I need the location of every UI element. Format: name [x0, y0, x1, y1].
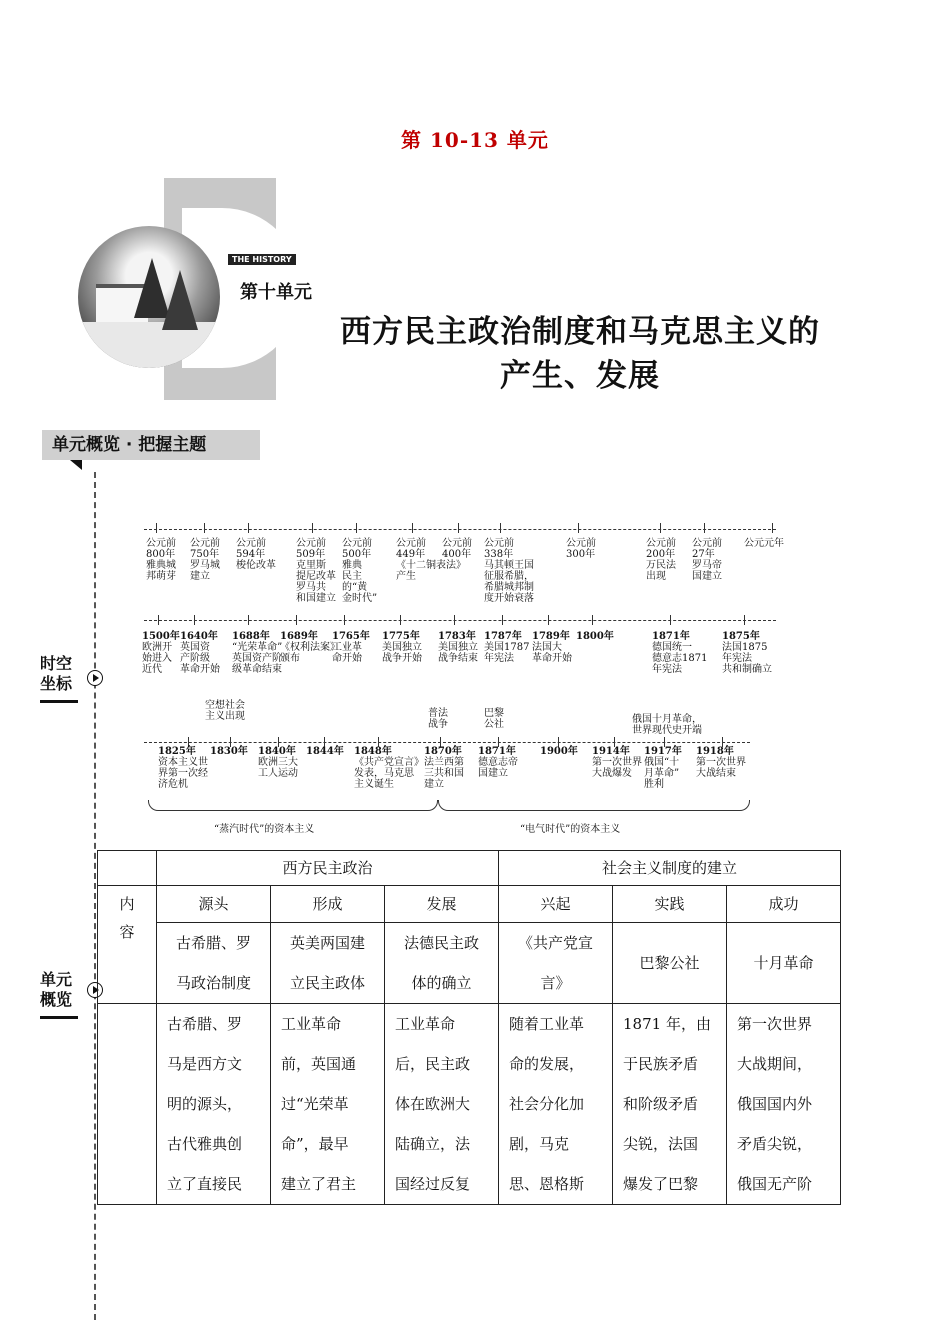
group-header-socialism: 社会主义制度的建立 [499, 851, 841, 886]
timeline-text-line: 公元前 [484, 538, 514, 549]
row-label-line: 内 [119, 895, 135, 913]
cell-line: 于民族矛盾 [623, 1055, 699, 1073]
row-label-content [98, 886, 157, 1004]
timeline-text-line: 金时代” [342, 593, 378, 604]
timeline-text-line: 公元前 [146, 538, 176, 549]
timeline-text-line: 月革命” [644, 768, 680, 779]
timeline-event [532, 631, 572, 664]
timeline-text-line: 1918年 [696, 746, 734, 757]
cell-line: 矛盾尖锐， [737, 1135, 813, 1153]
cell-line: 古希腊、罗 [167, 1015, 243, 1033]
side-label-line: 坐标 [40, 674, 73, 693]
timeline-upper-label [484, 708, 504, 730]
timeline-tick [248, 523, 249, 533]
summary-cell [499, 923, 613, 1004]
cell-line: 前，英国通 [281, 1055, 357, 1073]
timeline-text-line: 欧洲三大 [258, 757, 298, 768]
timeline-event [478, 746, 518, 779]
timeline-text-line: 三共和国 [424, 768, 464, 779]
era-label: “电气时代”的资本主义 [520, 824, 621, 835]
timeline-text-line: 希腊城邦制 [484, 582, 534, 593]
column-header: 发展 [385, 886, 499, 923]
cell-line: 俄国无产阶 [737, 1175, 813, 1193]
timeline-text-line: 世界现代史开端 [632, 725, 702, 736]
cell-line: 后，民主政 [395, 1055, 471, 1073]
cell-line: 命”，最早 [281, 1135, 349, 1153]
timeline-text-line: 英国资产阶 [232, 653, 282, 664]
detail-cell [499, 1004, 613, 1205]
history-tag: THE HISTORY [228, 254, 296, 265]
timeline-text-line: 美国独立 [438, 642, 478, 653]
timeline-event [424, 746, 464, 790]
timeline-text-line: 1640年 [180, 631, 218, 642]
side-label-underline [40, 1016, 78, 1019]
era-brace [148, 800, 438, 811]
timeline-text-line: 资本主义世 [158, 757, 208, 768]
timeline-text-line: 欧洲开 [142, 642, 172, 653]
timeline-text-line: 建立 [190, 571, 210, 582]
timeline-text-line: 美国独立 [382, 642, 422, 653]
timeline-text-line: 共和制确立 [722, 664, 772, 675]
timeline-text-line: 1783年 [438, 631, 476, 642]
timeline-tick [578, 523, 579, 533]
cell-line: 体的确立 [411, 974, 472, 992]
timeline-text-line: 500年 [342, 549, 372, 560]
cell-line: 巴黎公社 [639, 954, 700, 972]
cell-line: 过“光荣革 [281, 1095, 349, 1113]
cell-line: 第一次世界 [737, 1015, 813, 1033]
timeline-text-line: 的“黄 [342, 582, 368, 593]
timeline-event [540, 746, 578, 757]
timeline-text-line: 年宪法 [652, 664, 682, 675]
timeline-tick [412, 523, 413, 533]
cell-line: 《共产党宣 [517, 934, 593, 952]
timeline-text-line: 法兰西第 [424, 757, 464, 768]
timeline-text-line: 449年 [396, 549, 426, 560]
timeline-text-line: 马其顿王国 [484, 560, 534, 571]
timeline-text-line: 公社 [484, 719, 504, 730]
timeline-text-line: 德意志帝 [478, 757, 518, 768]
timeline-text-line: 338年 [484, 549, 514, 560]
timeline-text-line: 750年 [190, 549, 220, 560]
timeline-tick [296, 615, 297, 625]
table-row [98, 851, 841, 886]
timeline-event [576, 631, 614, 642]
group-header-western: 西方民主政治 [157, 851, 499, 886]
timeline-event [142, 631, 180, 675]
side-label-line: 时空 [40, 654, 73, 673]
timeline-text-line: 美国1787 [484, 642, 530, 653]
timeline-text-line: 公元前 [692, 538, 722, 549]
timeline-event [442, 538, 472, 560]
cell-line: 马是西方文 [167, 1055, 243, 1073]
timeline-event [190, 538, 220, 582]
timeline-event [232, 631, 282, 675]
timeline-event [180, 631, 220, 675]
timeline-text-line: 1870年 [424, 746, 462, 757]
unit-label: 第十单元 [240, 282, 312, 303]
timeline-text-line: 1800年 [576, 631, 614, 642]
timeline-text-line: 1789年 [532, 631, 570, 642]
timeline-text-line: 俄国十月革命， [632, 714, 702, 725]
timeline-text-line: 颁布 [280, 653, 300, 664]
timeline-event [566, 538, 596, 560]
timeline-tick [344, 615, 345, 625]
timeline-text-line: 征服希腊， [484, 571, 534, 582]
timeline-text-line: 近代 [142, 664, 162, 675]
cell-line: 爆发了巴黎 [623, 1175, 699, 1193]
timeline-text-line: 1830年 [210, 746, 248, 757]
timeline-text-line: 国建立 [692, 571, 722, 582]
timeline-text-line: 27年 [692, 549, 715, 560]
timeline-tick [592, 615, 593, 625]
timeline-text-line: 594年 [236, 549, 266, 560]
timeline-event [438, 631, 478, 664]
timeline-text-line: 雅典城 [146, 560, 176, 571]
timeline-event [692, 538, 722, 582]
timeline-event [210, 746, 248, 757]
timeline-text-line: 革命开始 [532, 653, 572, 664]
detail-cell [271, 1004, 385, 1205]
column-header: 形成 [271, 886, 385, 923]
timeline-text-line: 度开始衰落 [484, 593, 534, 604]
timeline-text-line: 800年 [146, 549, 176, 560]
timeline-text-line: 罗马城 [190, 560, 220, 571]
timeline-text-line: 济危机 [158, 779, 188, 790]
timeline-upper-label [205, 700, 245, 722]
era-label: “蒸汽时代”的资本主义 [214, 824, 315, 835]
timeline-text-line: 战争结束 [438, 653, 478, 664]
timeline-text-line: 罗马共 [296, 582, 326, 593]
timeline-tick [502, 615, 503, 625]
timeline-tick [194, 615, 195, 625]
cell-line: 法德民主政 [403, 934, 479, 952]
timeline-text-line: 提尼改革 [296, 571, 336, 582]
cell-line: 马政治制度 [175, 974, 251, 992]
timeline-text-line: 1875年 [722, 631, 760, 642]
timeline-text-line: 普法 [428, 708, 448, 719]
cell-line: 随着工业革 [509, 1015, 585, 1033]
cell-line: 英美两国建 [289, 934, 365, 952]
cell-line: 工业革命 [395, 1015, 456, 1033]
timeline-tick [248, 615, 249, 625]
timeline-tick [312, 523, 313, 533]
timeline-text-line: 工业革 [332, 642, 362, 653]
cell-line: 剧，马克 [509, 1135, 570, 1153]
cell-line: 俄国国内外 [737, 1095, 813, 1113]
timeline-text-line: 克里斯 [296, 560, 326, 571]
overview-table [97, 850, 841, 1205]
timeline-text-line: 级革命结束 [232, 664, 282, 675]
timeline-tick [660, 523, 661, 533]
timeline-event [646, 538, 676, 582]
detail-cell [385, 1004, 499, 1205]
timeline-text-line: 命开始 [332, 653, 362, 664]
cell-line: 命的发展， [509, 1055, 585, 1073]
timeline-text-line: 1500年 [142, 631, 180, 642]
era-brace [438, 800, 750, 811]
timeline-text-line: 1689年 [280, 631, 318, 642]
timeline-tick [400, 615, 401, 625]
timeline-text-line: 1775年 [382, 631, 420, 642]
cell-line: 尖锐，法国 [623, 1135, 699, 1153]
timeline-axis-2 [144, 620, 776, 621]
cell-line: 建立了君主 [281, 1175, 357, 1193]
timeline-text-line: 公元前 [396, 538, 426, 549]
timeline-text-line: 产阶级 [180, 653, 210, 664]
timeline-text-line: 1840年 [258, 746, 296, 757]
cell-line: 1871 年，由 [623, 1015, 711, 1033]
document-title: 第 10-13 单元 [401, 128, 549, 152]
timeline-text-line: 国建立 [478, 768, 508, 779]
timeline-text-line: 1900年 [540, 746, 578, 757]
timeline-text-line: 法国大 [532, 642, 562, 653]
table-corner-cell [98, 851, 157, 886]
cell-line: 立了直接民 [167, 1175, 243, 1193]
timeline-event [744, 538, 784, 549]
timeline-text-line: 300年 [566, 549, 596, 560]
timeline-tick [670, 615, 671, 625]
timeline-text-line: 年宪法 [722, 653, 752, 664]
cell-line: 国经过反复 [395, 1175, 471, 1193]
timeline-text-line: 产生 [396, 571, 416, 582]
timeline-text-line: 公元前 [296, 538, 326, 549]
timeline-text-line: 民主 [342, 571, 362, 582]
cell-line: 体在欧洲大 [395, 1095, 471, 1113]
timeline-text-line: 始进入 [142, 653, 172, 664]
unit-title-line-2: 产生、发展 [500, 358, 660, 394]
column-header: 源头 [157, 886, 271, 923]
timeline-text-line: 邦萌芽 [146, 571, 176, 582]
timeline-event [342, 538, 377, 604]
timeline-tick [204, 523, 205, 533]
cell-line: 工业革命 [281, 1015, 342, 1033]
timeline-text-line: 法国1875 [722, 642, 768, 653]
timeline-text-line: 1765年 [332, 631, 370, 642]
summary-cell [271, 923, 385, 1004]
timeline-text-line: 400年 [442, 549, 472, 560]
detail-cell [613, 1004, 727, 1205]
timeline-text-line: 公元前 [190, 538, 220, 549]
timeline-text-line: 发表，马克思 [354, 768, 414, 779]
timeline-text-line: 战争开始 [382, 653, 422, 664]
detail-cell [157, 1004, 271, 1205]
column-header: 兴起 [499, 886, 613, 923]
cell-line: 明的源头， [167, 1095, 243, 1113]
timeline-text-line: 《权利法案》 [280, 642, 340, 653]
timeline-text-line: 1844年 [306, 746, 344, 757]
timeline-text-line: 德国统一 [652, 642, 692, 653]
table-row [98, 923, 841, 1004]
timeline-text-line: 公元前 [236, 538, 266, 549]
summary-cell [613, 923, 727, 1004]
timeline-text-line: 1871年 [652, 631, 690, 642]
timeline-event [236, 538, 276, 571]
cell-line: 和阶级矛盾 [623, 1095, 699, 1113]
timeline-text-line: 509年 [296, 549, 326, 560]
cell-line: 立民主政体 [289, 974, 365, 992]
side-label-line: 概览 [40, 990, 73, 1009]
cell-line: 古希腊、罗 [175, 934, 251, 952]
timeline-text-line: 1914年 [592, 746, 630, 757]
timeline-text-line: 公元前 [646, 538, 676, 549]
timeline-text-line: 公元前 [342, 538, 372, 549]
timeline-text-line: 胜利 [644, 779, 664, 790]
timeline-tick [744, 615, 745, 625]
detail-cell [727, 1004, 841, 1205]
timeline-text-line: 《十二铜表法》 [396, 560, 466, 571]
table-row [98, 1004, 841, 1205]
timeline-text-line: 1787年 [484, 631, 522, 642]
timeline-text-line: 万民法 [646, 560, 676, 571]
timeline-event [644, 746, 682, 790]
timeline-text-line: 大战结束 [696, 768, 736, 779]
timeline-axis-3 [144, 742, 750, 743]
timeline-tick [548, 615, 549, 625]
timeline-event [258, 746, 298, 779]
summary-cell [727, 923, 841, 1004]
timeline-event [146, 538, 176, 582]
timeline-upper-label [428, 708, 448, 730]
timeline-tick [704, 523, 705, 533]
timeline-event [354, 746, 424, 790]
timeline-text-line: 雅典 [342, 560, 362, 571]
timeline-event [280, 631, 340, 664]
timeline-event [484, 631, 529, 664]
unit-title-line-1: 西方民主政治制度和马克思主义的 [340, 314, 820, 350]
timeline-text-line: 第一次世界 [592, 757, 642, 768]
column-header: 实践 [613, 886, 727, 923]
timeline-text-line: 工人运动 [258, 768, 298, 779]
timeline-text-line: 战争 [428, 719, 448, 730]
cell-line: 十月革命 [753, 954, 814, 972]
timeline-event [306, 746, 344, 757]
timeline-text-line: 界第一次经 [158, 768, 208, 779]
timeline-text-line: 1688年 [232, 631, 270, 642]
timeline-tick [500, 523, 501, 533]
timeline-text-line: 革命开始 [180, 664, 220, 675]
timeline-text-line: 《共产党宣言》 [354, 757, 424, 768]
overview-banner-text: 单元概览 · 把握主题 [52, 435, 207, 455]
side-label-overview [40, 970, 80, 1010]
timeline-text-line: 公元元年 [744, 538, 784, 549]
timeline-tick [458, 523, 459, 533]
cell-line: 思、恩格斯 [509, 1175, 585, 1193]
timeline-upper-label [632, 714, 702, 736]
timeline-text-line: 建立 [424, 779, 444, 790]
timeline-text-line: 空想社会 [205, 700, 245, 711]
cell-line: 陆确立，法 [395, 1135, 471, 1153]
timeline-text-line: 德意志1871 [652, 653, 708, 664]
row-label-line: 容 [119, 923, 135, 941]
timeline-event [484, 538, 534, 604]
table-row [98, 886, 841, 923]
timeline-text-line: “光荣革命” [232, 642, 283, 653]
timeline-event [696, 746, 746, 779]
timeline-text-line: 1917年 [644, 746, 682, 757]
timeline-event [592, 746, 642, 779]
timeline-text-line: 1871年 [478, 746, 516, 757]
timeline-text-line: 大战爆发 [592, 768, 632, 779]
timeline-event [332, 631, 370, 664]
timeline-text-line: 第一次世界 [696, 757, 746, 768]
timeline-tick [454, 615, 455, 625]
timeline-event [296, 538, 336, 604]
timeline-text-line: 公元前 [566, 538, 596, 549]
timeline-event [382, 631, 422, 664]
detail-label-cell [98, 1004, 157, 1205]
cell-line: 社会分化加 [509, 1095, 585, 1113]
timeline-text-line: 罗马帝 [692, 560, 722, 571]
timeline-text-line: 梭伦改革 [236, 560, 276, 571]
timeline-text-line: 主义出现 [205, 711, 245, 722]
timeline-text-line: 巴黎 [484, 708, 504, 719]
timeline-event [652, 631, 707, 675]
timeline-text-line: 俄国“十 [644, 757, 680, 768]
timeline-text-line: 英国资 [180, 642, 210, 653]
timeline-axis-1 [144, 529, 776, 530]
timeline-tick [772, 523, 773, 533]
cell-line: 大战期间， [737, 1055, 813, 1073]
timeline-text-line: 1825年 [158, 746, 196, 757]
column-header: 成功 [727, 886, 841, 923]
summary-cell [385, 923, 499, 1004]
timeline-text-line: 公元前 [442, 538, 472, 549]
timeline-event [158, 746, 208, 790]
timeline-text-line: 和国建立 [296, 593, 336, 604]
timeline-tick [356, 523, 357, 533]
timeline-tick [158, 615, 159, 625]
timeline-tick [156, 523, 157, 533]
cell-line: 言》 [540, 974, 571, 992]
timeline-text-line: 1848年 [354, 746, 392, 757]
cell-line: 古代雅典创 [167, 1135, 243, 1153]
timeline-text-line: 200年 [646, 549, 676, 560]
timeline-text-line: 主义诞生 [354, 779, 394, 790]
timeline-text-line: 出现 [646, 571, 666, 582]
summary-cell [157, 923, 271, 1004]
timeline-text-line: 年宪法 [484, 653, 514, 664]
side-label-line: 单元 [40, 970, 73, 989]
timeline-event [722, 631, 772, 675]
